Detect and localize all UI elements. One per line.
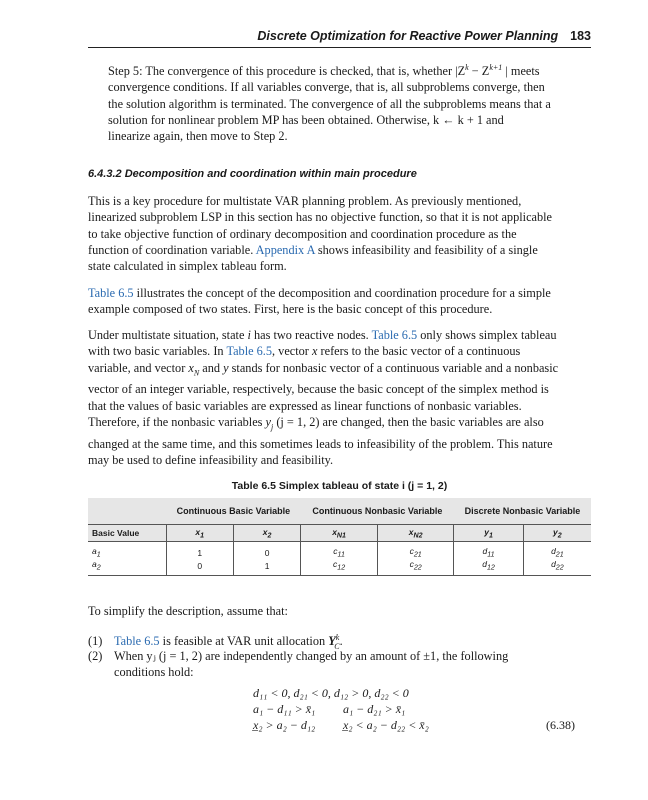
table-row: $a_2$ 0 1 $c_{12}$ $c_{22}$ $d_{12}$ $d_{22}$	[88, 559, 591, 576]
table-6-5-link[interactable]: Table 6.5	[114, 634, 160, 649]
paragraph-2: Table 6.5 illustrates the concept of the decomposition and coordination procedure for a simple example composed of two states. First, here is the basic concept of this procedure.	[88, 286, 551, 317]
step5-paragraph	[108, 60, 591, 145]
condition-item-1: (1) Table 6.5 is feasible at VAR unit allocation $Y^k_C$.	[88, 633, 343, 651]
col-header: $y_2$	[523, 525, 591, 542]
header-rule	[88, 47, 591, 48]
table-6-5-link[interactable]: Table 6.5	[88, 286, 134, 300]
col-header: $x_{N2}$	[377, 525, 454, 542]
table-row: $a_1$ 1 0 $c_{11}$ $c_{21}$ $d_{11}$ $d_{21}$	[88, 542, 591, 560]
step5-line3: the solution algorithm is terminated. The convergence of all the subproblems means that a	[108, 96, 551, 111]
col-header: $x_1$	[166, 525, 233, 542]
page-number: 183	[570, 29, 591, 43]
col-header: $x_2$	[233, 525, 300, 542]
group-header-continuous-nonbasic: Continuous Nonbasic Variable	[301, 498, 454, 525]
step5-line5: linearize again, then move to Step 2.	[108, 129, 288, 144]
col-header-basic-value: Basic Value	[88, 525, 166, 542]
group-header-discrete-nonbasic: Discrete Nonbasic Variable	[454, 498, 591, 525]
table-group-header-row	[88, 498, 591, 525]
appendix-a-link[interactable]: Appendix A	[255, 242, 315, 257]
col-header: $y_1$	[454, 525, 523, 542]
paragraph-3: Under multistate situation, state i has two reactive nodes. Table 6.5 only shows simplex tableau with two basic variables. In Table 6.5, vector x refers to the basic vector of a continuous variable, and vector $x_N$ and y stands for nonbasic vector of a continuous variable and a nonbasic vector of an integer variable, respectively, because the basic concept of the simplex method is that the values of basic variables are expressed as linear functions of nonbasic variables. Therefore, if the nonbasic variables $y_j$ (j = 1, 2) are changed, then the basic variables are also changed at the same time, and this sometimes leads to infeasibility of the problem. This nature may be used to define infeasibility and feasibility.	[88, 328, 559, 467]
equation-line-1: d₁₁ < 0, d₂₁ < 0, d₁₂ > 0, d₂₂ < 0	[253, 686, 409, 700]
table-column-header-row	[88, 525, 591, 542]
table-6-5-link[interactable]: Table 6.5	[371, 328, 418, 342]
equation-line-3b: x̲₂ < a₂ − d₂₂ < x̄₂	[343, 718, 429, 732]
section-heading: 6.4.3.2 Decomposition and coordination within main procedure	[88, 168, 417, 180]
equation-line-2a: a₁ − d₁₁ > x̄₁	[253, 702, 316, 716]
col-header: $x_{N1}$	[301, 525, 378, 542]
table-caption: Table 6.5 Simplex tableau of state i (j = 1, 2)	[231, 480, 448, 492]
equation-number: (6.38)	[546, 718, 575, 732]
equation-line-3a: x̲₂ > a₂ − d₁₂	[253, 718, 316, 732]
equation-line-2b: a₁ − d₂₁ > x̄₁	[343, 702, 406, 716]
running-title: Discrete Optimization for Reactive Power Planning	[257, 29, 559, 43]
simplify-sentence: To simplify the description, assume that:	[88, 604, 288, 618]
group-header-continuous-basic: Continuous Basic Variable	[166, 498, 301, 525]
running-header	[0, 29, 591, 43]
table-6-5-link[interactable]: Table 6.5	[226, 344, 273, 359]
step5-line1: Step 5: The convergence of this procedure is checked, that is, whether $|Z^k - Z^{k+1}$ | meets	[108, 63, 540, 79]
step5-line4: solution for nonlinear problem MP has been obtained. Otherwise, k ← k + 1 and	[108, 112, 504, 127]
simplex-table	[88, 498, 591, 576]
paragraph-1: This is a key procedure for multistate VAR planning problem. As previously mentioned, linearized subproblem LSP in this section has no objective function, so that it is not applicable to take objective function of ordinary decomposition and coordination procedure as the function of coordination variable. Appendix A shows infeasibility and feasibility of a single state calculated in simplex tableau form.	[88, 194, 553, 274]
step5-line2: convergence conditions. If all variables converge, that is, all subproblems converge, then	[108, 80, 545, 95]
condition-item-2: (2) When yⱼ (j = 1, 2) are independently changed by an amount of ±1, the following conditions hold:	[88, 649, 509, 680]
